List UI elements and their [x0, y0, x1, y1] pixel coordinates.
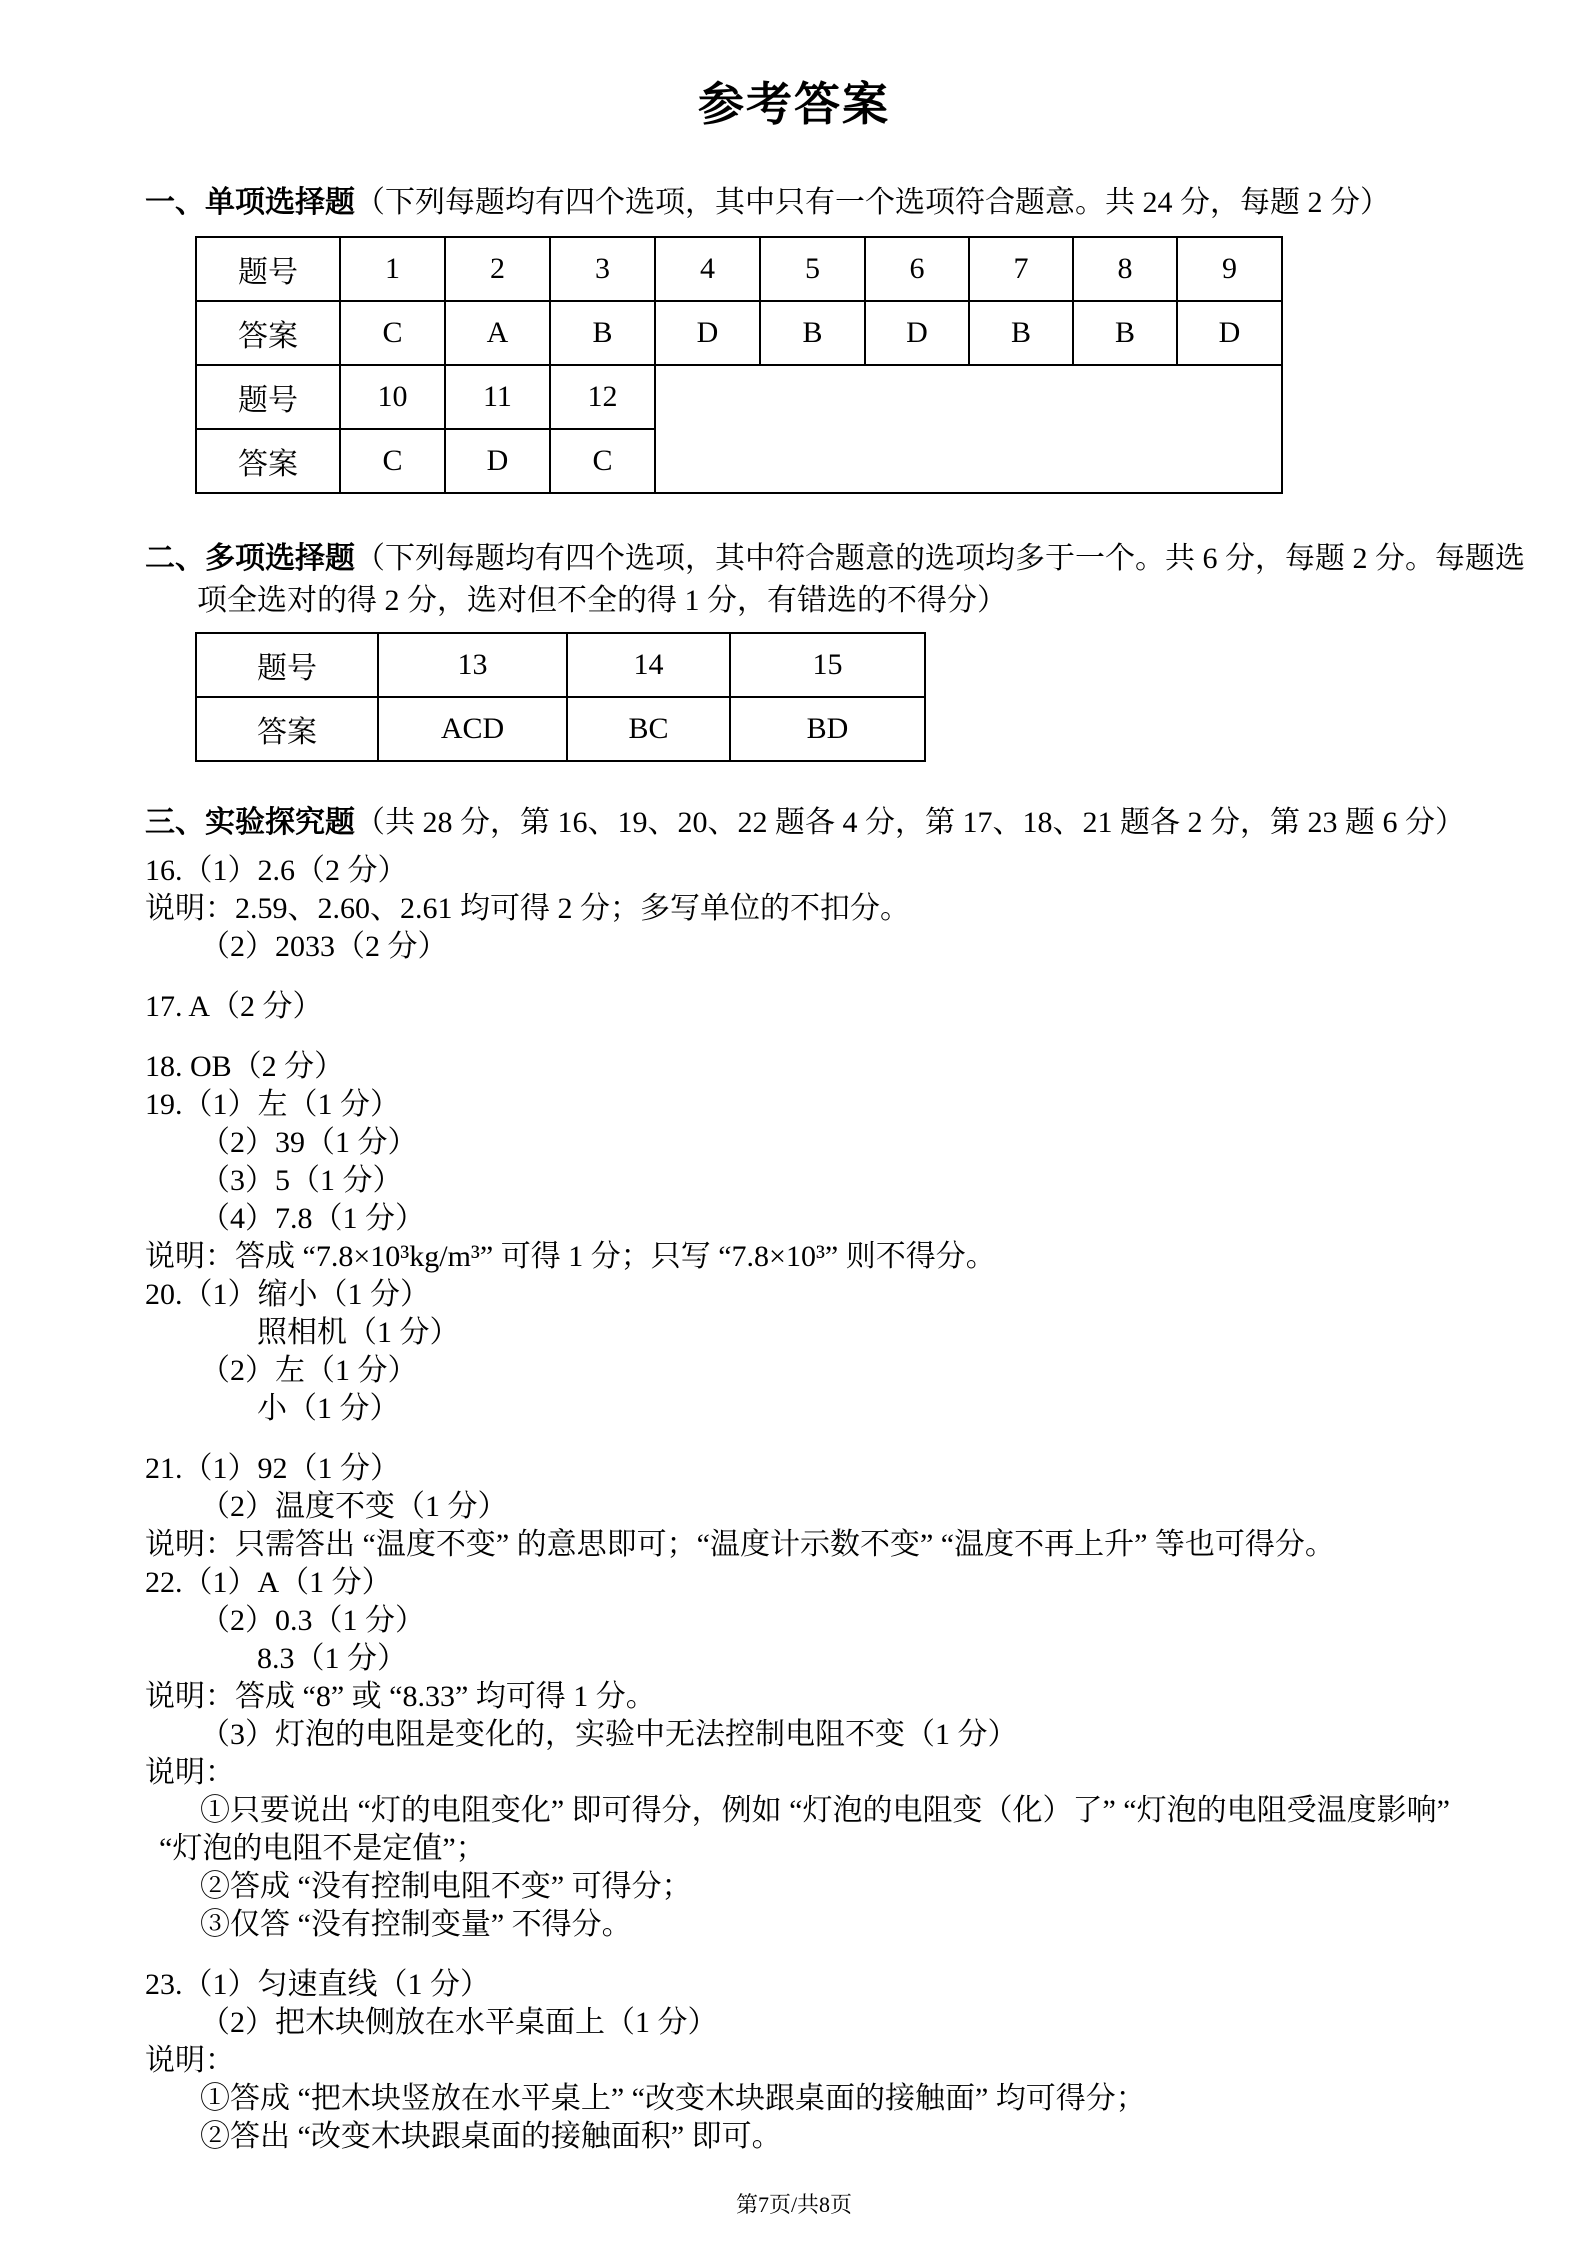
- answer-value: D: [865, 301, 969, 365]
- answer-line: （4）7.8（1 分）: [200, 1202, 425, 1235]
- answer-line: （2）2033（2 分）: [200, 930, 448, 963]
- answer-line: 19.（1）左（1 分）: [145, 1088, 400, 1121]
- table-row: [196, 237, 1282, 301]
- question-number: 7: [969, 237, 1073, 301]
- question-number: 13: [378, 633, 567, 697]
- answer-line: 20.（1）缩小（1 分）: [145, 1278, 430, 1311]
- answer-value: ACD: [378, 697, 567, 761]
- answer-line: （2）温度不变（1 分）: [200, 1490, 508, 1523]
- answer-value: B: [1073, 301, 1177, 365]
- page-number: 第7页/共8页: [735, 2192, 853, 2217]
- answer-value: B: [969, 301, 1073, 365]
- answer-line: 照相机（1 分）: [257, 1316, 460, 1349]
- row-label-question: 题号: [196, 237, 340, 301]
- answer-line: 说明：只需答出 “温度不变” 的意思即可；“温度计示数不变” “温度不再上升” 等也可得分。: [145, 1528, 1335, 1561]
- section2-desc-line2: 项全选对的得 2 分，选对但不全的得 1 分，有错选的不得分）: [197, 584, 1007, 617]
- answer-line: ①只要说出 “灯的电阻变化” 即可得分，例如 “灯泡的电阻变（化）了” “灯泡的电阻受温度影响”: [200, 1794, 1450, 1827]
- answer-line: （3）5（1 分）: [200, 1164, 403, 1197]
- section2-heading: [145, 538, 1525, 580]
- answer-line: 22.（1）A（1 分）: [145, 1566, 392, 1599]
- page-content: [145, 182, 1525, 2156]
- section3-heading: [145, 802, 1465, 844]
- row-label-answer: 答案: [196, 429, 340, 493]
- answer-line: 8.3（1 分）: [257, 1642, 407, 1675]
- row-label-answer: 答案: [196, 301, 340, 365]
- page-title: 参考答案: [698, 78, 890, 130]
- answer-line: （2）39（1 分）: [200, 1126, 418, 1159]
- row-label-question: 题号: [196, 365, 340, 429]
- answer-line: ②答成 “没有控制电阻不变” 可得分；: [200, 1870, 692, 1903]
- table-row: [196, 301, 1282, 365]
- multi-choice-answer-table: [195, 632, 926, 762]
- row-label-question: 题号: [196, 633, 378, 697]
- answer-line: 17. A（2 分）: [145, 990, 323, 1023]
- answer-line: 说明：: [145, 1756, 235, 1789]
- answer-line: 23.（1）匀速直线（1 分）: [145, 1968, 490, 2001]
- section3-desc: （共 28 分，第 16、19、20、22 题各 4 分，第 17、18、21 题各 2 分，第 23 题 6 分）: [355, 806, 1465, 839]
- section1-desc: （下列每题均有四个选项，其中只有一个选项符合题意。共 24 分，每题 2 分）: [355, 186, 1390, 219]
- answer-value: BD: [730, 697, 925, 761]
- question-number: 6: [865, 237, 969, 301]
- table-row: [196, 365, 1282, 429]
- answer-line: 18. OB（2 分）: [145, 1050, 345, 1083]
- row-label-answer: 答案: [196, 697, 378, 761]
- empty-cell: [655, 365, 1282, 493]
- table-row: [196, 697, 925, 761]
- answer-value: B: [760, 301, 865, 365]
- answer-line: 说明：: [145, 2044, 235, 2077]
- answer-value: A: [445, 301, 550, 365]
- question-number: 5: [760, 237, 865, 301]
- answer-line: “灯泡的电阻不是定值”；: [159, 1832, 486, 1865]
- answer-line: 说明：2.59、2.60、2.61 均可得 2 分；多写单位的不扣分。: [145, 892, 910, 925]
- answer-value: C: [550, 429, 655, 493]
- question-number: 2: [445, 237, 550, 301]
- question-number: 10: [340, 365, 445, 429]
- question-number: 11: [445, 365, 550, 429]
- answer-line: 说明：答成 “7.8×10³kg/m³” 可得 1 分；只写 “7.8×10³” 则不得分。: [145, 1240, 996, 1273]
- answer-line: 21.（1）92（1 分）: [145, 1452, 400, 1485]
- answer-value: D: [1177, 301, 1282, 365]
- question-number: 1: [340, 237, 445, 301]
- answer-line: 小（1 分）: [257, 1392, 400, 1425]
- answer-value: BC: [567, 697, 730, 761]
- section3-lines: [145, 852, 1448, 2156]
- question-number: 4: [655, 237, 760, 301]
- section1-heading: [145, 182, 1448, 224]
- answer-line: 说明：答成 “8” 或 “8.33” 均可得 1 分。: [145, 1680, 656, 1713]
- section2-name: 二、多项选择题: [145, 542, 355, 575]
- single-choice-answer-table: [195, 236, 1283, 494]
- section1-name: 一、单项选择题: [145, 186, 355, 219]
- answer-line: ①答成 “把木块竖放在水平桌上” “改变木块跟桌面的接触面” 均可得分；: [200, 2082, 1146, 2115]
- table-row: [196, 633, 925, 697]
- question-number: 8: [1073, 237, 1177, 301]
- answer-line: ②答出 “改变木块跟桌面的接触面积” 即可。: [200, 2120, 782, 2153]
- question-number: 3: [550, 237, 655, 301]
- answer-value: D: [445, 429, 550, 493]
- question-number: 14: [567, 633, 730, 697]
- question-number: 15: [730, 633, 925, 697]
- answer-line: 16.（1）2.6（2 分）: [145, 854, 408, 887]
- answer-value: C: [340, 301, 445, 365]
- question-number: 12: [550, 365, 655, 429]
- answer-line: （3）灯泡的电阻是变化的，实验中无法控制电阻不变（1 分）: [200, 1718, 1018, 1751]
- answer-line: （2）0.3（1 分）: [200, 1604, 425, 1637]
- answer-value: C: [340, 429, 445, 493]
- answer-line: （2）把木块侧放在水平桌面上（1 分）: [200, 2006, 718, 2039]
- question-number: 9: [1177, 237, 1282, 301]
- answer-line: ③仅答 “没有控制变量” 不得分。: [200, 1908, 632, 1941]
- answer-line: （2）左（1 分）: [200, 1354, 418, 1387]
- answer-value: B: [550, 301, 655, 365]
- answer-value: D: [655, 301, 760, 365]
- section3-name: 三、实验探究题: [145, 806, 355, 839]
- section2-desc-line1: （下列每题均有四个选项，其中符合题意的选项均多于一个。共 6 分，每题 2 分。每题选: [355, 542, 1525, 575]
